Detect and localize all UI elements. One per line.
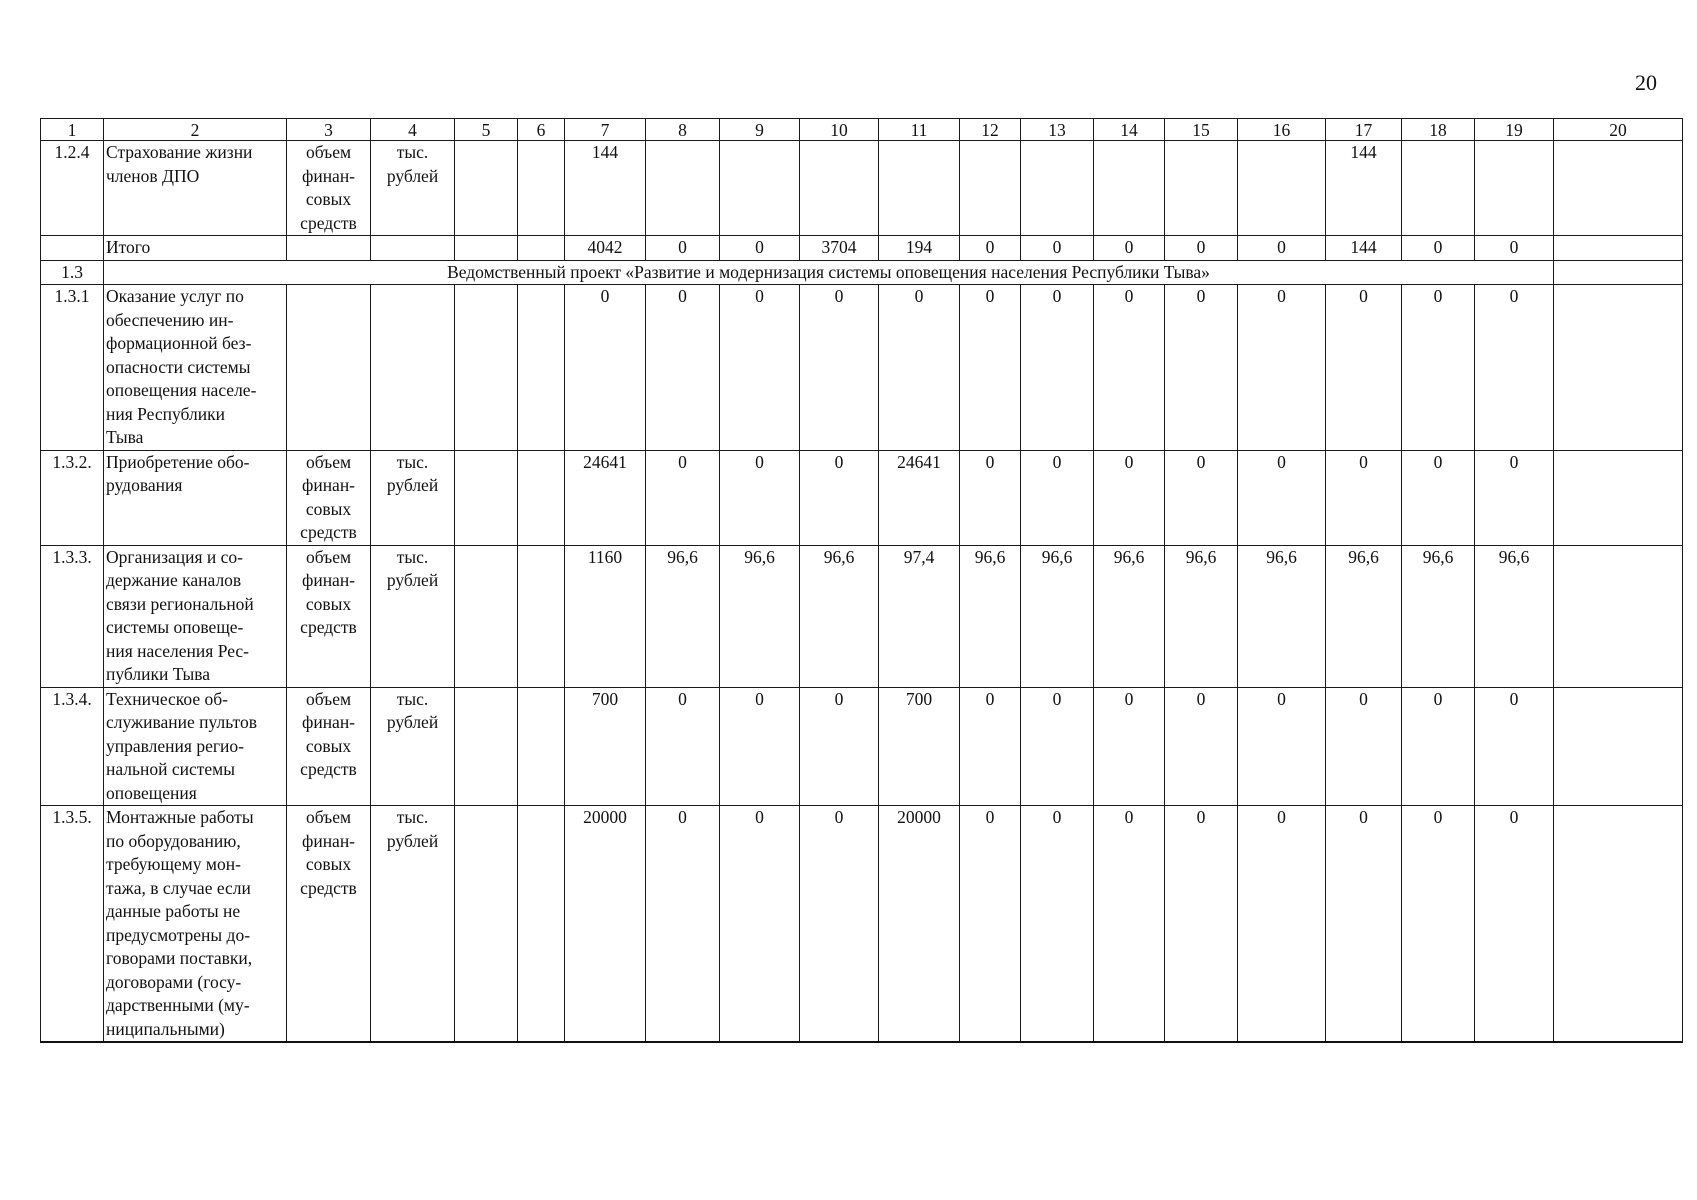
value-cell: 0 (1021, 687, 1094, 806)
section-code: 1.3 (41, 260, 104, 285)
section-header-row (41, 260, 1683, 285)
value-cell: 96,6 (1238, 545, 1326, 687)
column-20-cell (1554, 545, 1683, 687)
column-5-cell (455, 545, 518, 687)
value-cell: 0 (646, 687, 720, 806)
value-cell: 0 (1165, 806, 1238, 1043)
value-cell (646, 141, 720, 236)
value-cell: 0 (1094, 236, 1165, 261)
column-number-header: 11 (879, 119, 960, 141)
value-cell: 1160 (565, 545, 646, 687)
column-number-header: 3 (287, 119, 371, 141)
value-cell: 0 (960, 450, 1021, 545)
indicator-type: объем финан- совых средств (287, 687, 371, 806)
value-cell: 0 (800, 450, 879, 545)
value-cell: 0 (1165, 236, 1238, 261)
value-cell: 0 (1475, 236, 1554, 261)
row-name: Оказание услуг по обеспечению ин- формационной без- опасности системы оповещения населе- ния Республики Тыва (104, 285, 287, 451)
data-table (40, 118, 1683, 1043)
value-cell (800, 141, 879, 236)
value-cell: 0 (1238, 806, 1326, 1043)
value-cell: 0 (1326, 806, 1402, 1043)
table-row (41, 545, 1683, 687)
row-code: 1.3.3. (41, 545, 104, 687)
indicator-type: объем финан- совых средств (287, 450, 371, 545)
value-cell: 0 (1165, 285, 1238, 451)
value-cell: 24641 (879, 450, 960, 545)
column-5-cell (455, 285, 518, 451)
column-number-header: 1 (41, 119, 104, 141)
value-cell: 0 (1238, 687, 1326, 806)
value-cell: 0 (565, 285, 646, 451)
unit-of-measure: тыс. рублей (371, 141, 455, 236)
value-cell: 0 (1475, 285, 1554, 451)
value-cell: 20000 (565, 806, 646, 1043)
row-code (41, 236, 104, 261)
row-code: 1.3.4. (41, 687, 104, 806)
value-cell: 0 (1238, 285, 1326, 451)
column-number-header: 7 (565, 119, 646, 141)
indicator-type: объем финан- совых средств (287, 545, 371, 687)
column-5-cell (455, 141, 518, 236)
value-cell: 96,6 (1094, 545, 1165, 687)
value-cell (1094, 141, 1165, 236)
column-number-header: 6 (518, 119, 565, 141)
value-cell: 0 (646, 806, 720, 1043)
table-header-row (41, 119, 1683, 141)
column-6-cell (518, 545, 565, 687)
table-row (41, 806, 1683, 1043)
indicator-type (287, 236, 371, 261)
column-20-cell (1554, 236, 1683, 261)
value-cell: 0 (1326, 450, 1402, 545)
value-cell: 96,6 (1475, 545, 1554, 687)
value-cell: 0 (1021, 806, 1094, 1043)
value-cell: 96,6 (1021, 545, 1094, 687)
column-number-header: 15 (1165, 119, 1238, 141)
value-cell (1402, 141, 1475, 236)
value-cell: 0 (1475, 687, 1554, 806)
column-6-cell (518, 687, 565, 806)
value-cell (879, 141, 960, 236)
table-row (41, 450, 1683, 545)
row-name: Организация и со- держание каналов связи региональной системы оповеще- ния населения Рес- публики Тыва (104, 545, 287, 687)
column-number-header: 2 (104, 119, 287, 141)
value-cell: 144 (1326, 236, 1402, 261)
value-cell (960, 141, 1021, 236)
value-cell: 0 (960, 236, 1021, 261)
unit-of-measure: тыс. рублей (371, 450, 455, 545)
column-number-header: 14 (1094, 119, 1165, 141)
column-number-header: 18 (1402, 119, 1475, 141)
value-cell (1021, 141, 1094, 236)
value-cell: 0 (960, 806, 1021, 1043)
row-code: 1.3.5. (41, 806, 104, 1043)
column-6-cell (518, 450, 565, 545)
column-number-header: 9 (720, 119, 800, 141)
column-5-cell (455, 450, 518, 545)
value-cell: 0 (720, 687, 800, 806)
value-cell: 0 (960, 285, 1021, 451)
value-cell: 700 (879, 687, 960, 806)
value-cell: 0 (1238, 236, 1326, 261)
column-number-header: 10 (800, 119, 879, 141)
row-code: 1.3.1 (41, 285, 104, 451)
value-cell: 0 (1021, 285, 1094, 451)
value-cell: 0 (800, 806, 879, 1043)
value-cell: 0 (879, 285, 960, 451)
value-cell: 0 (1402, 285, 1475, 451)
value-cell: 3704 (800, 236, 879, 261)
page-number: 20 (1635, 70, 1657, 95)
value-cell: 0 (1475, 806, 1554, 1043)
value-cell: 0 (646, 285, 720, 451)
column-number-header: 12 (960, 119, 1021, 141)
row-code: 1.2.4 (41, 141, 104, 236)
section-title: Ведомственный проект «Развитие и модернизация системы оповещения населения Республики Тыва» (104, 260, 1554, 285)
column-number-header: 4 (371, 119, 455, 141)
value-cell: 0 (1094, 687, 1165, 806)
unit-of-measure: тыс. рублей (371, 806, 455, 1043)
value-cell: 96,6 (1326, 545, 1402, 687)
column-6-cell (518, 236, 565, 261)
value-cell: 0 (720, 450, 800, 545)
value-cell: 96,6 (1402, 545, 1475, 687)
table-row (41, 141, 1683, 236)
value-cell: 0 (1238, 450, 1326, 545)
column-5-cell (455, 236, 518, 261)
row-name: Страхование жизни членов ДПО (104, 141, 287, 236)
value-cell: 96,6 (720, 545, 800, 687)
indicator-type (287, 285, 371, 451)
column-20-cell (1554, 687, 1683, 806)
value-cell: 0 (720, 806, 800, 1043)
value-cell: 0 (646, 450, 720, 545)
column-number-header: 19 (1475, 119, 1554, 141)
column-20-cell (1554, 260, 1683, 285)
column-6-cell (518, 285, 565, 451)
unit-of-measure (371, 285, 455, 451)
column-5-cell (455, 687, 518, 806)
column-number-header: 5 (455, 119, 518, 141)
unit-of-measure: тыс. рублей (371, 687, 455, 806)
row-name: Итого (104, 236, 287, 261)
value-cell: 96,6 (646, 545, 720, 687)
value-cell (1475, 141, 1554, 236)
column-number-header: 13 (1021, 119, 1094, 141)
value-cell: 97,4 (879, 545, 960, 687)
value-cell: 144 (1326, 141, 1402, 236)
column-number-header: 17 (1326, 119, 1402, 141)
column-20-cell (1554, 806, 1683, 1043)
value-cell: 96,6 (1165, 545, 1238, 687)
column-number-header: 20 (1554, 119, 1683, 141)
value-cell: 0 (1326, 285, 1402, 451)
value-cell: 0 (1402, 806, 1475, 1043)
value-cell: 0 (800, 687, 879, 806)
value-cell: 144 (565, 141, 646, 236)
value-cell: 0 (1402, 687, 1475, 806)
value-cell: 0 (720, 285, 800, 451)
value-cell: 0 (1402, 236, 1475, 261)
unit-of-measure: тыс. рублей (371, 545, 455, 687)
indicator-type: объем финан- совых средств (287, 141, 371, 236)
value-cell: 0 (720, 236, 800, 261)
column-20-cell (1554, 285, 1683, 451)
row-name: Монтажные работы по оборудованию, требующему мон- тажа, в случае если данные работы не предусмотрены до- говорами поставки, договорами (госу- дарственными (му- ниципальными) (104, 806, 287, 1043)
table-row (41, 236, 1683, 261)
value-cell: 96,6 (800, 545, 879, 687)
value-cell: 700 (565, 687, 646, 806)
value-cell: 0 (1402, 450, 1475, 545)
value-cell: 0 (646, 236, 720, 261)
column-20-cell (1554, 141, 1683, 236)
value-cell: 20000 (879, 806, 960, 1043)
indicator-type: объем финан- совых средств (287, 806, 371, 1043)
value-cell (1238, 141, 1326, 236)
value-cell: 0 (1165, 450, 1238, 545)
table-row (41, 285, 1683, 451)
column-number-header: 16 (1238, 119, 1326, 141)
row-code: 1.3.2. (41, 450, 104, 545)
value-cell: 0 (1094, 806, 1165, 1043)
value-cell: 0 (1475, 450, 1554, 545)
column-20-cell (1554, 450, 1683, 545)
row-name: Техническое об- служивание пультов управления регио- нальной системы оповещения (104, 687, 287, 806)
value-cell: 0 (800, 285, 879, 451)
table-row (41, 687, 1683, 806)
unit-of-measure (371, 236, 455, 261)
row-name: Приобретение обо- рудования (104, 450, 287, 545)
value-cell: 0 (1094, 285, 1165, 451)
column-5-cell (455, 806, 518, 1043)
value-cell: 96,6 (960, 545, 1021, 687)
value-cell: 0 (1094, 450, 1165, 545)
value-cell: 0 (1165, 687, 1238, 806)
value-cell (720, 141, 800, 236)
value-cell: 0 (1021, 236, 1094, 261)
value-cell (1165, 141, 1238, 236)
value-cell: 0 (1021, 450, 1094, 545)
column-6-cell (518, 141, 565, 236)
value-cell: 24641 (565, 450, 646, 545)
value-cell: 4042 (565, 236, 646, 261)
column-number-header: 8 (646, 119, 720, 141)
value-cell: 0 (960, 687, 1021, 806)
value-cell: 194 (879, 236, 960, 261)
column-6-cell (518, 806, 565, 1043)
value-cell: 0 (1326, 687, 1402, 806)
